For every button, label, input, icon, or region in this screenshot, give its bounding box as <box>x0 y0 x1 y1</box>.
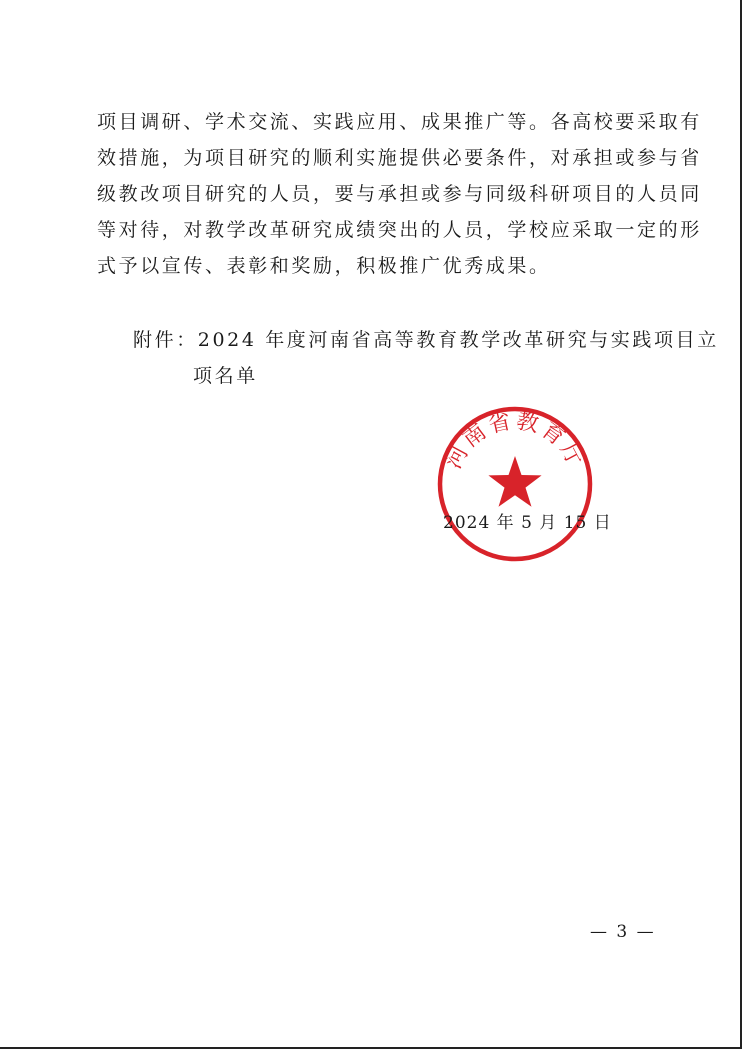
page-number: — 3 — <box>590 922 656 942</box>
official-seal <box>435 404 595 564</box>
body-line-3: 级教改项目研究的人员，要与承担或参与同级科研项目的人员同 <box>97 183 702 205</box>
seal-text-path: 河南省教育厅 <box>441 408 589 474</box>
seal-star-icon <box>488 456 541 507</box>
body-line-2: 效措施，为项目研究的顺利实施提供必要条件，对承担或参与省 <box>97 147 702 169</box>
attachment-line-1: 附件：2024 年度河南省高等教育教学改革研究与实践项目立 <box>133 329 719 351</box>
body-line-5: 式予以宣传、表彰和奖励，积极推广优秀成果。 <box>97 255 551 277</box>
issue-date: 2024 年 5 月 15 日 <box>443 513 612 533</box>
attachment-line-2: 项名单 <box>193 365 258 387</box>
body-line-4: 等对待，对教学改革研究成绩突出的人员，学校应采取一定的形 <box>97 219 702 241</box>
attachment-note <box>133 322 719 394</box>
body-line-1: 项目调研、学术交流、实践应用、成果推广等。各高校要采取有 <box>97 111 702 133</box>
body-paragraph <box>97 104 702 284</box>
